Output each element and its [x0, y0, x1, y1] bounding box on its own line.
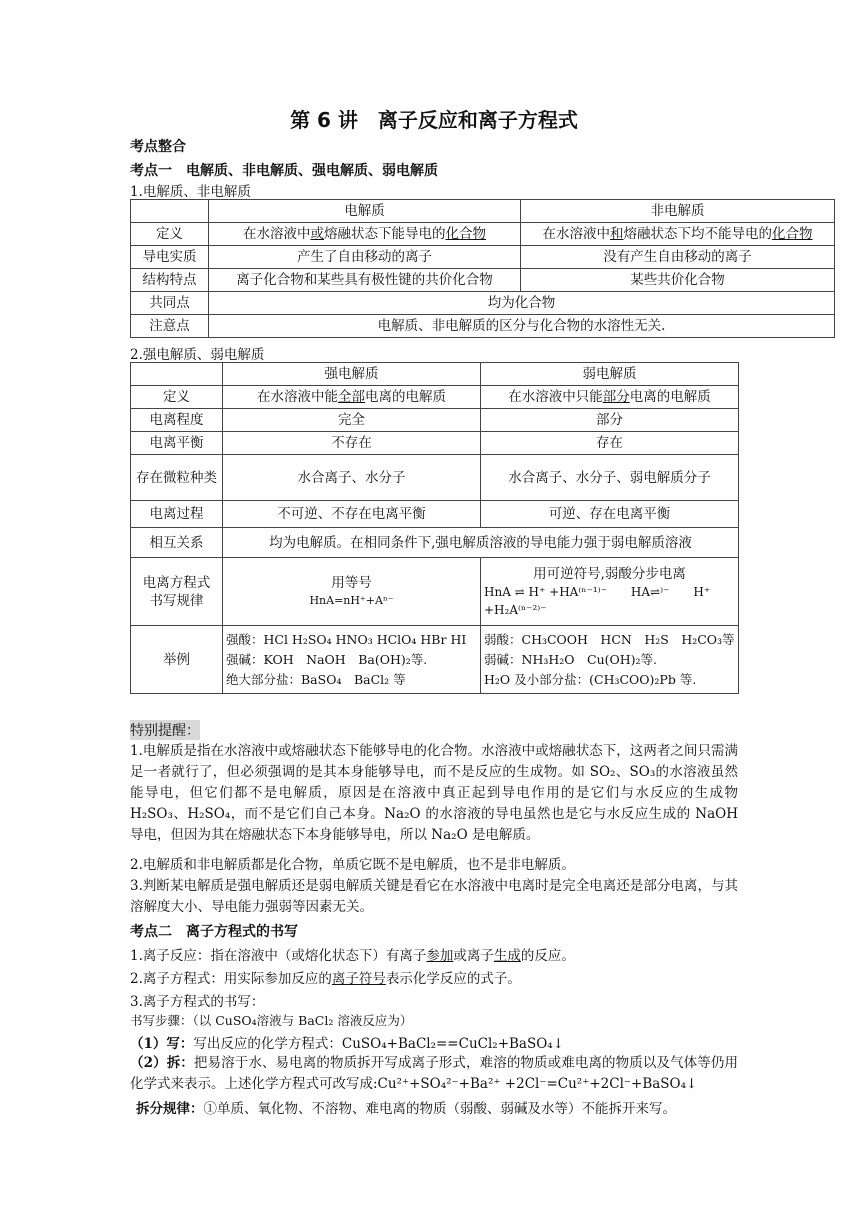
table-cell: 产生了自由移动的离子 [209, 246, 521, 269]
table-cell: 用等号 HnA=nH⁺+Aⁿ⁻ [223, 558, 481, 626]
table-cell: 水合离子、水分子、弱电解质分子 [481, 455, 739, 501]
point2-step-write: （1）写：写出反应的化学方程式：CuSO₄+BaCl₂==CuCl₂+BaSO₄↓ [130, 1036, 565, 1052]
row-label: 导电实质 [131, 246, 209, 269]
page-title: 第 6 讲 离子反应和离子方程式 [290, 108, 578, 132]
table-cell: 没有产生自由移动的离子 [521, 246, 835, 269]
row-label: 相互关系 [131, 528, 223, 558]
table-cell: 在水溶液中能全部电离的电解质 [223, 386, 481, 409]
electrolyte-table [130, 199, 835, 338]
col-header: 电解质 [209, 200, 521, 223]
col-header: 非电解质 [521, 200, 835, 223]
table-cell: 在水溶液中只能部分电离的电解质 [481, 386, 739, 409]
col-header: 弱电解质 [481, 363, 739, 386]
table-cell: 均为电解质。在相同条件下,强电解质溶液的导电能力强于弱电解质溶液 [223, 528, 739, 558]
section-heading: 考点整合 [130, 139, 186, 155]
point2-line-4: 书写步骤：（以 CuSO₄溶液与 BaCl₂ 溶液反应为） [130, 1013, 413, 1028]
col-header: 强电解质 [223, 363, 481, 386]
subheading-1: 1.电解质、非电解质 [130, 184, 251, 200]
table-cell: 均为化合物 [209, 292, 835, 315]
row-label: 定义 [131, 386, 223, 409]
row-label: 举例 [131, 626, 223, 694]
row-label: 结构特点 [131, 269, 209, 292]
table-cell: 完全 [223, 409, 481, 432]
strong-weak-table [130, 362, 739, 694]
table-cell: 用可逆符号,弱酸分步电离 HnA ⇌ H⁺ +HA⁽ⁿ⁻¹⁾⁻ HA⇌⁾⁻ H⁺ +H₂A⁽ⁿ⁻²⁾⁻ [481, 558, 739, 626]
tip-paragraph-2: 2.电解质和非电解质都是化合物，单质它既不是电解质，也不是非电解质。 [130, 857, 575, 873]
row-label: 电离方程式 书写规律 [131, 558, 223, 626]
point2-line-3: 3.离子方程式的书写： [130, 994, 265, 1010]
subheading-2: 2.强电解质、弱电解质 [130, 347, 265, 363]
table-cell: 在水溶液中或熔融状态下能导电的化合物 [209, 223, 521, 246]
point2-line-2: 2.离子方程式：用实际参加反应的离子符号表示化学反应的式子。 [130, 971, 521, 987]
table-cell: 可逆、存在电离平衡 [481, 501, 739, 528]
table-cell: 存在 [481, 432, 739, 455]
table-cell: 在水溶液中和熔融状态下均不能导电的化合物 [521, 223, 835, 246]
table-cell: 部分 [481, 409, 739, 432]
point2-heading: 考点二 离子方程式的书写 [130, 924, 298, 940]
table-cell: 弱酸：CH₃COOH HCN H₂S H₂CO₃等 弱碱：NH₃H₂O Cu(OH)₂等. H₂O 及小部分盐：(CH₃COO)₂Pb 等. [481, 626, 739, 694]
point2-step-split: （2）拆：把易溶于水、易电离的物质拆开写成离子形式，难溶的物质或难电离的物质以及气体等仍用化学式来表示。上述化学方程式可改写成:Cu²⁺+SO₄²⁻+Ba²⁺ +2Cl⁻=Cu²⁺+2Cl⁻+BaSO₄↓ [130, 1055, 738, 1092]
table-cell: 电解质、非电解质的区分与化合物的水溶性无关. [209, 315, 835, 338]
table-cell: 强酸：HCl H₂SO₄ HNO₃ HClO₄ HBr HI 强碱：KOH NaOH Ba(OH)₂等. 绝大部分盐：BaSO₄ BaCl₂ 等 [223, 626, 481, 694]
row-label: 共同点 [131, 292, 209, 315]
tips-label: 特别提醒： [130, 720, 200, 740]
point2-line-1: 1.离子反应：指在溶液中（或熔化状态下）有离子参加或离子生成的反应。 [130, 948, 575, 964]
row-label: 电离过程 [131, 501, 223, 528]
row-label: 电离平衡 [131, 432, 223, 455]
tip-paragraph-1: 1.电解质是指在水溶液中或熔融状态下能够导电的化合物。水溶液中或熔融状态下，这两者之间只需满足一者就行了，但必须强调的是其本身能够导电，而不是反应的生成物。如 SO₂、SO₃的水溶液虽然能导电，但它们都不是电解质，原因是在溶液中真正起到导电作用的是它们与水反应的生成物H₂SO₃、H₂SO₄，而不是它们自己本身。Na₂O 的水溶液的导电虽然也是它与水反应生成的 NaOH 导电，但因为其在熔融状态下本身能够导电，所以 Na₂O 是电解质。 [130, 743, 738, 843]
table-cell: 不可逆、不存在电离平衡 [223, 501, 481, 528]
table-cell: 离子化合物和某些具有极性键的共价化合物 [209, 269, 521, 292]
row-label: 定义 [131, 223, 209, 246]
table-cell: 不存在 [223, 432, 481, 455]
table-corner [131, 200, 209, 223]
table-corner [131, 363, 223, 386]
row-label: 存在微粒种类 [131, 455, 223, 501]
row-label: 注意点 [131, 315, 209, 338]
point1-heading: 考点一 电解质、非电解质、强电解质、弱电解质 [130, 163, 438, 179]
point2-split-rule: 拆分规律：①单质、氧化物、不溶物、难电离的物质（弱酸、弱碱及水等）不能拆开来写。 [136, 1101, 676, 1117]
row-label: 电离程度 [131, 409, 223, 432]
table-cell: 水合离子、水分子 [223, 455, 481, 501]
tip-paragraph-3: 3.判断某电解质是强电解质还是弱电解质关键是看它在水溶液中电离时是完全电离还是部分电离，与其溶解度大小、导电能力强弱等因素无关。 [130, 878, 738, 915]
table-cell: 某些共价化合物 [521, 269, 835, 292]
